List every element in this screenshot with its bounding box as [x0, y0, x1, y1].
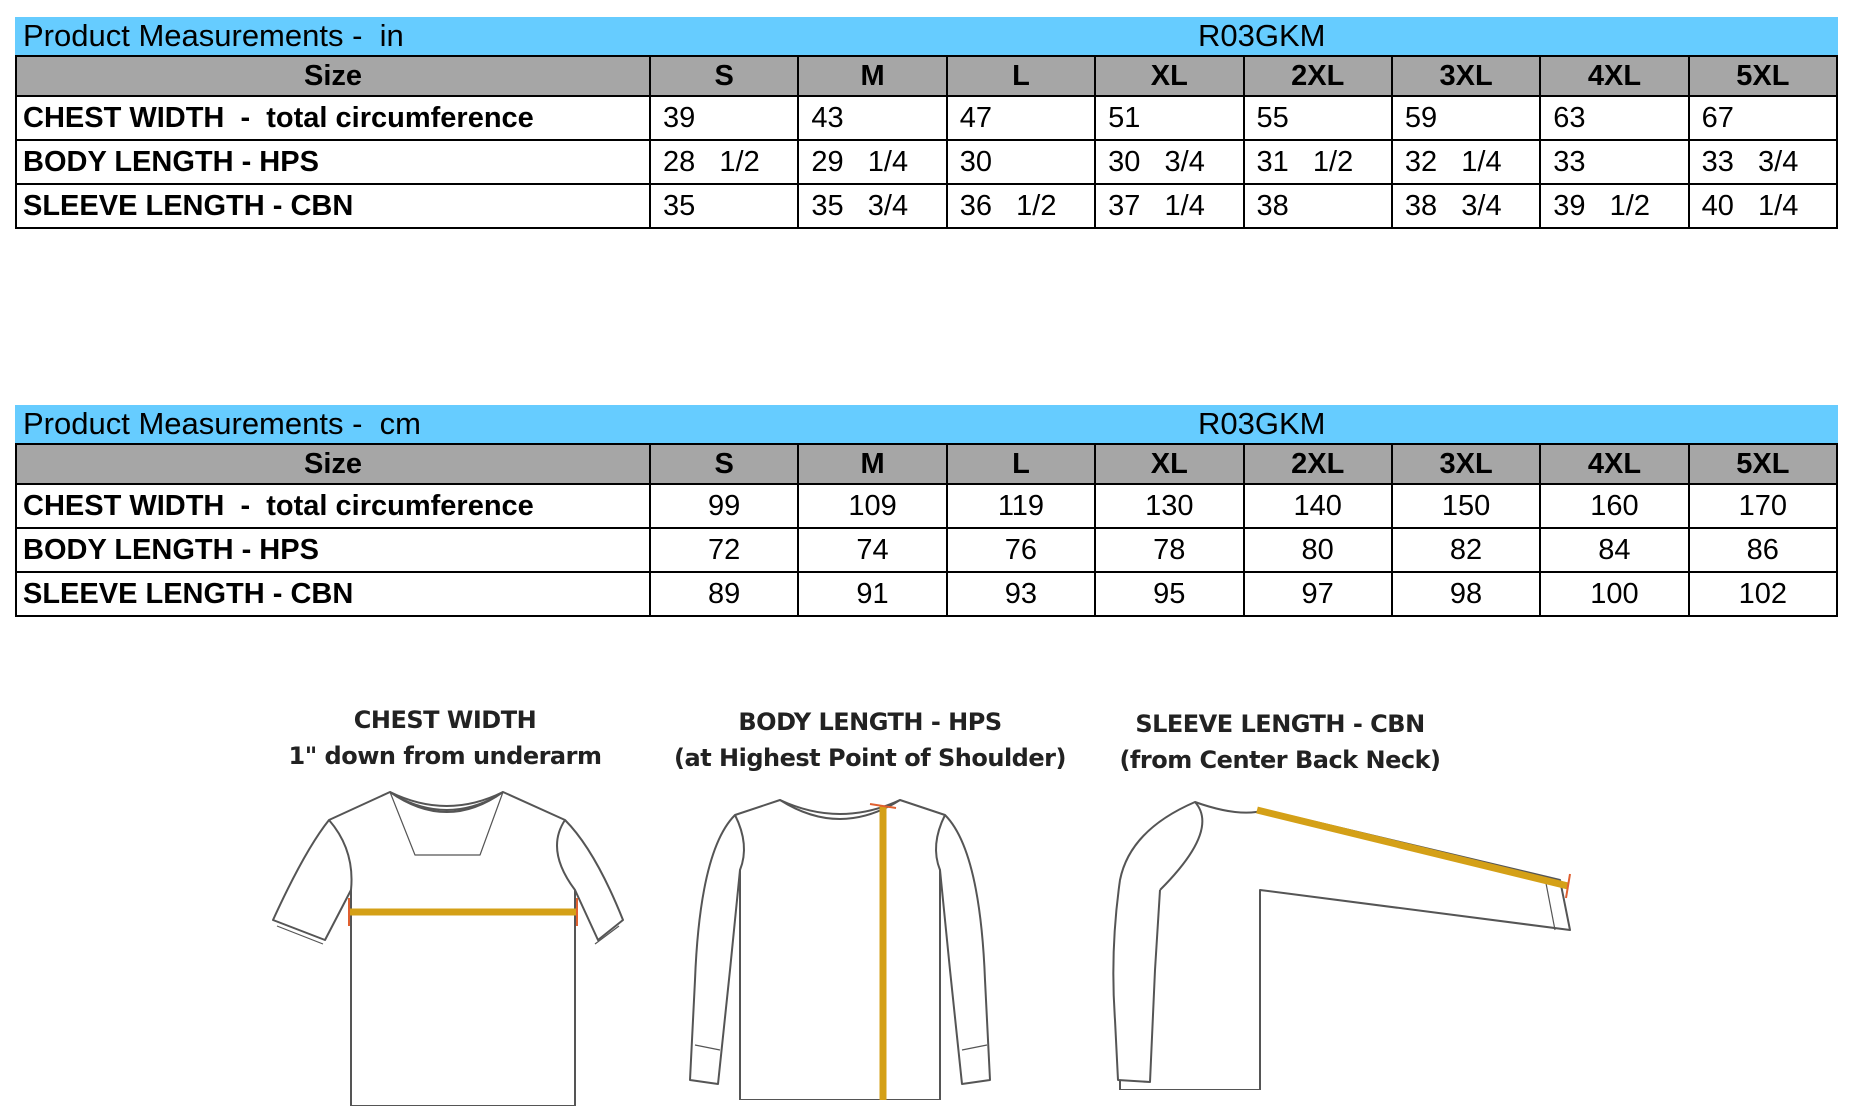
cell-value: 28 1/2	[650, 140, 798, 184]
cell-value: 86	[1689, 528, 1837, 572]
cell-value: 72	[650, 528, 798, 572]
size-col-header: 2XL	[1244, 56, 1392, 96]
cell-value: 100	[1540, 572, 1688, 616]
size-col-header: 5XL	[1689, 444, 1837, 484]
size-col-header: 2XL	[1244, 444, 1392, 484]
cell-value: 38	[1244, 184, 1392, 228]
cell-value: 36 1/2	[947, 184, 1095, 228]
table-title-bar	[15, 17, 1838, 55]
cell-value: 97	[1244, 572, 1392, 616]
row-label: BODY LENGTH - HPS	[16, 528, 650, 572]
cell-value: 98	[1392, 572, 1540, 616]
cell-value: 30	[947, 140, 1095, 184]
style-code: R03GKM	[1198, 406, 1326, 441]
cell-value: 67	[1689, 96, 1837, 140]
table-row	[16, 484, 1837, 528]
size-col-header: XL	[1095, 56, 1243, 96]
size-col-header: M	[798, 444, 946, 484]
cell-value: 31 1/2	[1244, 140, 1392, 184]
cell-value: 30 3/4	[1095, 140, 1243, 184]
size-header: Size	[16, 444, 650, 484]
cell-value: 43	[798, 96, 946, 140]
caption-subtitle: (from Center Back Neck)	[1119, 746, 1441, 774]
cell-value: 80	[1244, 528, 1392, 572]
caption-title: BODY LENGTH - HPS	[738, 708, 1002, 736]
size-col-header: 3XL	[1392, 444, 1540, 484]
size-col-header: 5XL	[1689, 56, 1837, 96]
measurements-table-inches	[15, 17, 1838, 229]
cell-value: 84	[1540, 528, 1688, 572]
cell-value: 39 1/2	[1540, 184, 1688, 228]
table-row	[16, 184, 1837, 228]
cell-value: 37 1/4	[1095, 184, 1243, 228]
cell-value: 40 1/4	[1689, 184, 1837, 228]
chest-width-caption	[250, 702, 640, 774]
header-row	[16, 56, 1837, 96]
size-table	[15, 443, 1838, 617]
long-sleeve-tee-back-icon	[1100, 790, 1590, 1090]
table-title-bar	[15, 405, 1838, 443]
size-col-header: L	[947, 444, 1095, 484]
cell-value: 93	[947, 572, 1095, 616]
cell-value: 119	[947, 484, 1095, 528]
table-title: Product Measurements - cm	[23, 406, 421, 441]
cell-value: 35 3/4	[798, 184, 946, 228]
size-col-header: L	[947, 56, 1095, 96]
caption-subtitle: 1" down from underarm	[288, 742, 602, 770]
header-row	[16, 444, 1837, 484]
cell-value: 78	[1095, 528, 1243, 572]
cell-value: 38 3/4	[1392, 184, 1540, 228]
size-col-header: S	[650, 444, 798, 484]
cell-value: 109	[798, 484, 946, 528]
body-length-caption	[660, 704, 1080, 776]
cell-value: 89	[650, 572, 798, 616]
short-sleeve-tee-icon	[265, 780, 630, 1106]
table-row	[16, 572, 1837, 616]
row-label: SLEEVE LENGTH - CBN	[16, 572, 650, 616]
measurement-guide	[0, 690, 1854, 1106]
size-col-header: 4XL	[1540, 444, 1688, 484]
row-label: BODY LENGTH - HPS	[16, 140, 650, 184]
size-col-header: M	[798, 56, 946, 96]
measurements-table-cm	[15, 405, 1838, 617]
cell-value: 91	[798, 572, 946, 616]
table-row	[16, 528, 1837, 572]
cell-value: 29 1/4	[798, 140, 946, 184]
size-col-header: 4XL	[1540, 56, 1688, 96]
caption-title: SLEEVE LENGTH - CBN	[1135, 710, 1425, 738]
cell-value: 59	[1392, 96, 1540, 140]
row-label: SLEEVE LENGTH - CBN	[16, 184, 650, 228]
cell-value: 74	[798, 528, 946, 572]
cell-value: 76	[947, 528, 1095, 572]
cell-value: 63	[1540, 96, 1688, 140]
table-row	[16, 96, 1837, 140]
long-sleeve-tee-front-icon	[680, 790, 1000, 1100]
cell-value: 150	[1392, 484, 1540, 528]
cell-value: 39	[650, 96, 798, 140]
table-title: Product Measurements - in	[23, 18, 404, 53]
size-col-header: XL	[1095, 444, 1243, 484]
cell-value: 140	[1244, 484, 1392, 528]
cell-value: 82	[1392, 528, 1540, 572]
cell-value: 55	[1244, 96, 1392, 140]
sleeve-length-caption	[1110, 706, 1450, 778]
size-header: Size	[16, 56, 650, 96]
cell-value: 99	[650, 484, 798, 528]
cell-value: 33	[1540, 140, 1688, 184]
caption-title: CHEST WIDTH	[353, 706, 537, 734]
cell-value: 51	[1095, 96, 1243, 140]
style-code: R03GKM	[1198, 18, 1326, 53]
row-label: CHEST WIDTH - total circumference	[16, 484, 650, 528]
cell-value: 102	[1689, 572, 1837, 616]
size-table	[15, 55, 1838, 229]
table-row	[16, 140, 1837, 184]
row-label: CHEST WIDTH - total circumference	[16, 96, 650, 140]
cell-value: 160	[1540, 484, 1688, 528]
cell-value: 130	[1095, 484, 1243, 528]
size-col-header: 3XL	[1392, 56, 1540, 96]
cell-value: 170	[1689, 484, 1837, 528]
cell-value: 47	[947, 96, 1095, 140]
caption-subtitle: (at Highest Point of Shoulder)	[674, 744, 1066, 772]
cell-value: 33 3/4	[1689, 140, 1837, 184]
cell-value: 95	[1095, 572, 1243, 616]
cell-value: 35	[650, 184, 798, 228]
size-col-header: S	[650, 56, 798, 96]
cell-value: 32 1/4	[1392, 140, 1540, 184]
